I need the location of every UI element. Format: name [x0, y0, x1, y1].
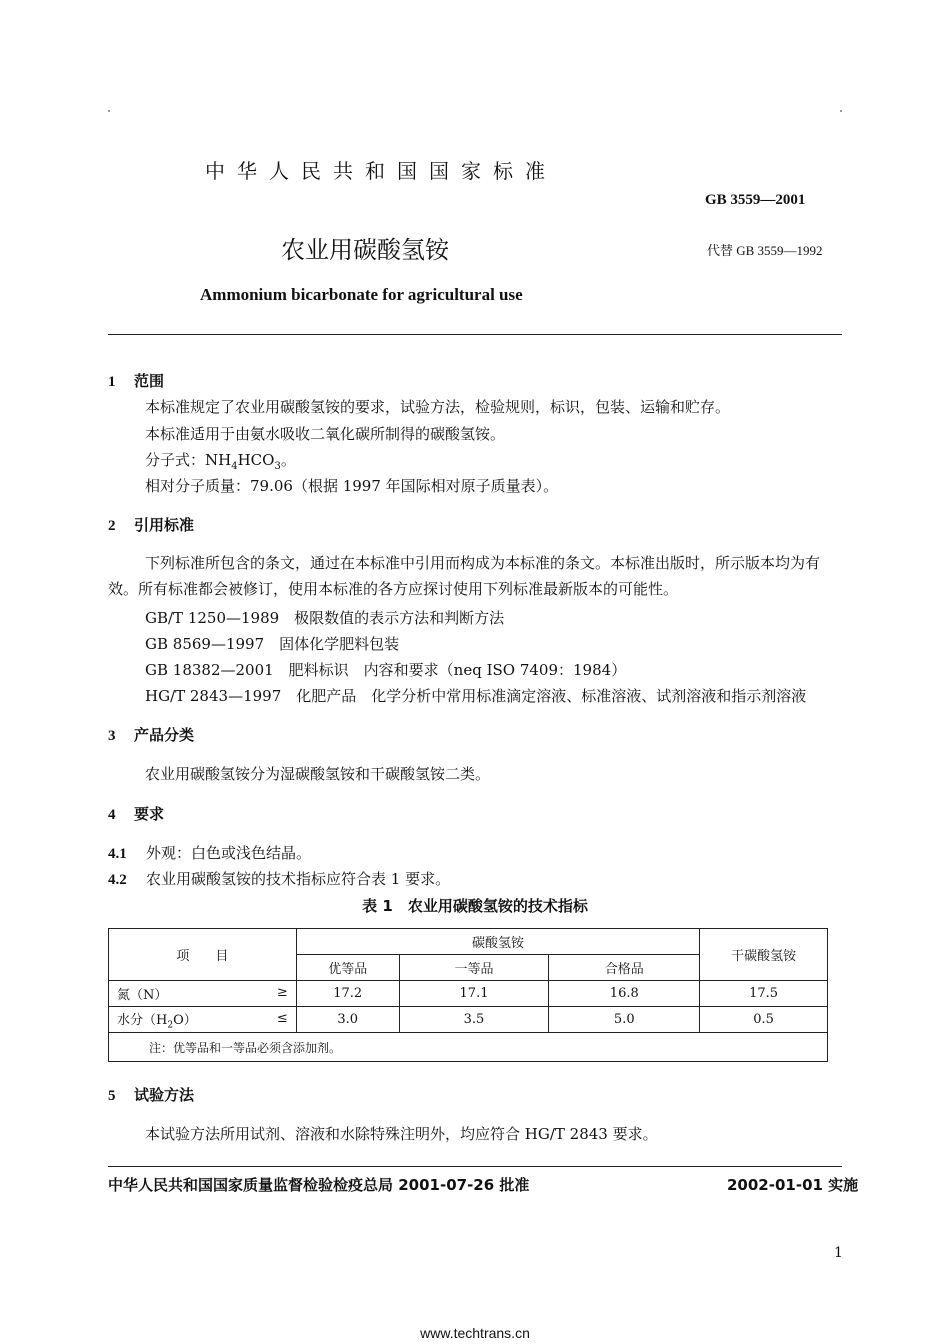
- table-row: [109, 981, 828, 1007]
- paragraph: 下列标准所包含的条文，通过在本标准中引用而构成为本标准的条文。本标准出版时，所示版本均为有效。所有标准都会被修订，使用本标准的各方应探讨使用下列标准最新版本的可能性。: [108, 554, 821, 598]
- table-cell: 3.0: [296, 1007, 399, 1033]
- paragraph: 农业用碳酸氢铵分为湿碳酸氢铵和干碳酸氢铵二类。: [145, 765, 491, 783]
- table-cell: 17.5: [700, 981, 828, 1007]
- standard-code: GB 3559—2001: [705, 192, 806, 208]
- crop-mark: [108, 110, 110, 112]
- table-item-cell: 水分$(H_2O)$ ≤: [109, 1007, 297, 1033]
- clause-4-2: 4.2 农业用碳酸氢铵的技术指标应符合表 1 要求。: [108, 870, 451, 888]
- table-cell: 3.5: [399, 1007, 549, 1033]
- table-header-dry: 干碳酸氢铵: [700, 929, 828, 981]
- website-link[interactable]: www.techtrans.cn: [420, 1325, 530, 1341]
- table-header-grade: 一等品: [399, 955, 549, 981]
- section-heading-1: 1 范围: [108, 372, 165, 390]
- crop-mark: [840, 110, 842, 112]
- table-cell: 0.5: [700, 1007, 828, 1033]
- table-cell: 5.0: [549, 1007, 700, 1033]
- section-heading-3: 3 产品分类: [108, 726, 195, 744]
- paragraph: 本试验方法所用试剂、溶液和水除特殊注明外，均应符合 HG/T 2843 要求。: [145, 1125, 658, 1143]
- approval-line: 中华人民共和国国家质量监督检验检疫总局 2001-07-26 批准: [108, 1176, 530, 1194]
- spec-table: [108, 928, 828, 1062]
- standard-title: 中华人民共和国国家标准: [205, 159, 557, 183]
- page-number: 1: [834, 1245, 843, 1261]
- table-cell: 16.8: [549, 981, 700, 1007]
- table-item-cell: 氮（N） ≥: [109, 981, 297, 1007]
- clause-4-1: 4.1 外观：白色或浅色结晶。: [108, 844, 312, 862]
- paragraph: 本标准规定了农业用碳酸氢铵的要求，试验方法，检验规则，标识，包装、运输和贮存。: [145, 398, 731, 416]
- paragraph: 本标准适用于由氨水吸收二氧化碳所制得的碳酸氢铵。: [145, 425, 506, 443]
- table-note: 注：优等品和一等品必须含添加剂。: [109, 1033, 828, 1062]
- section-heading-4: 4 要求: [108, 805, 165, 823]
- reference-item: GB 18382—2001 肥料标识 内容和要求（neq ISO 7409：1984）: [145, 661, 627, 679]
- table-header-grade: 优等品: [296, 955, 399, 981]
- table-cell: 17.1: [399, 981, 549, 1007]
- table-header-grade: 合格品: [549, 955, 700, 981]
- table-row: [109, 1007, 828, 1033]
- section-heading-5: 5 试验方法: [108, 1086, 195, 1104]
- paragraph: 相对分子质量：79.06（根据 1997 年国际相对原子质量表）。: [145, 477, 559, 495]
- table-caption: 表 1 农业用碳酸氢铵的技术指标: [362, 897, 588, 915]
- reference-item: HG/T 2843—1997 化肥产品 化学分析中常用标准滴定溶液、标准溶液、试剂溶液和指示剂溶液: [145, 687, 807, 705]
- document-title-cn: 农业用碳酸氢铵: [281, 236, 449, 264]
- molecular-formula: 分子式：$NH_4HCO_3$。: [145, 451, 296, 472]
- footer-rule: [108, 1166, 842, 1167]
- document-title-en: Ammonium bicarbonate for agricultural use: [200, 285, 523, 304]
- section-heading-2: 2 引用标准: [108, 516, 195, 534]
- replaces-note: 代替 GB 3559—1992: [707, 243, 823, 258]
- effective-date: 2002-01-01 实施: [727, 1176, 859, 1194]
- reference-item: GB/T 1250—1989 极限数值的表示方法和判断方法: [145, 609, 505, 627]
- table-header-wet: 碳酸氢铵: [296, 929, 699, 955]
- table-header-item: 项 目: [109, 929, 297, 981]
- reference-item: GB 8569—1997 固体化学肥料包装: [145, 635, 400, 653]
- table-cell: 17.2: [296, 981, 399, 1007]
- header-rule: [108, 334, 842, 335]
